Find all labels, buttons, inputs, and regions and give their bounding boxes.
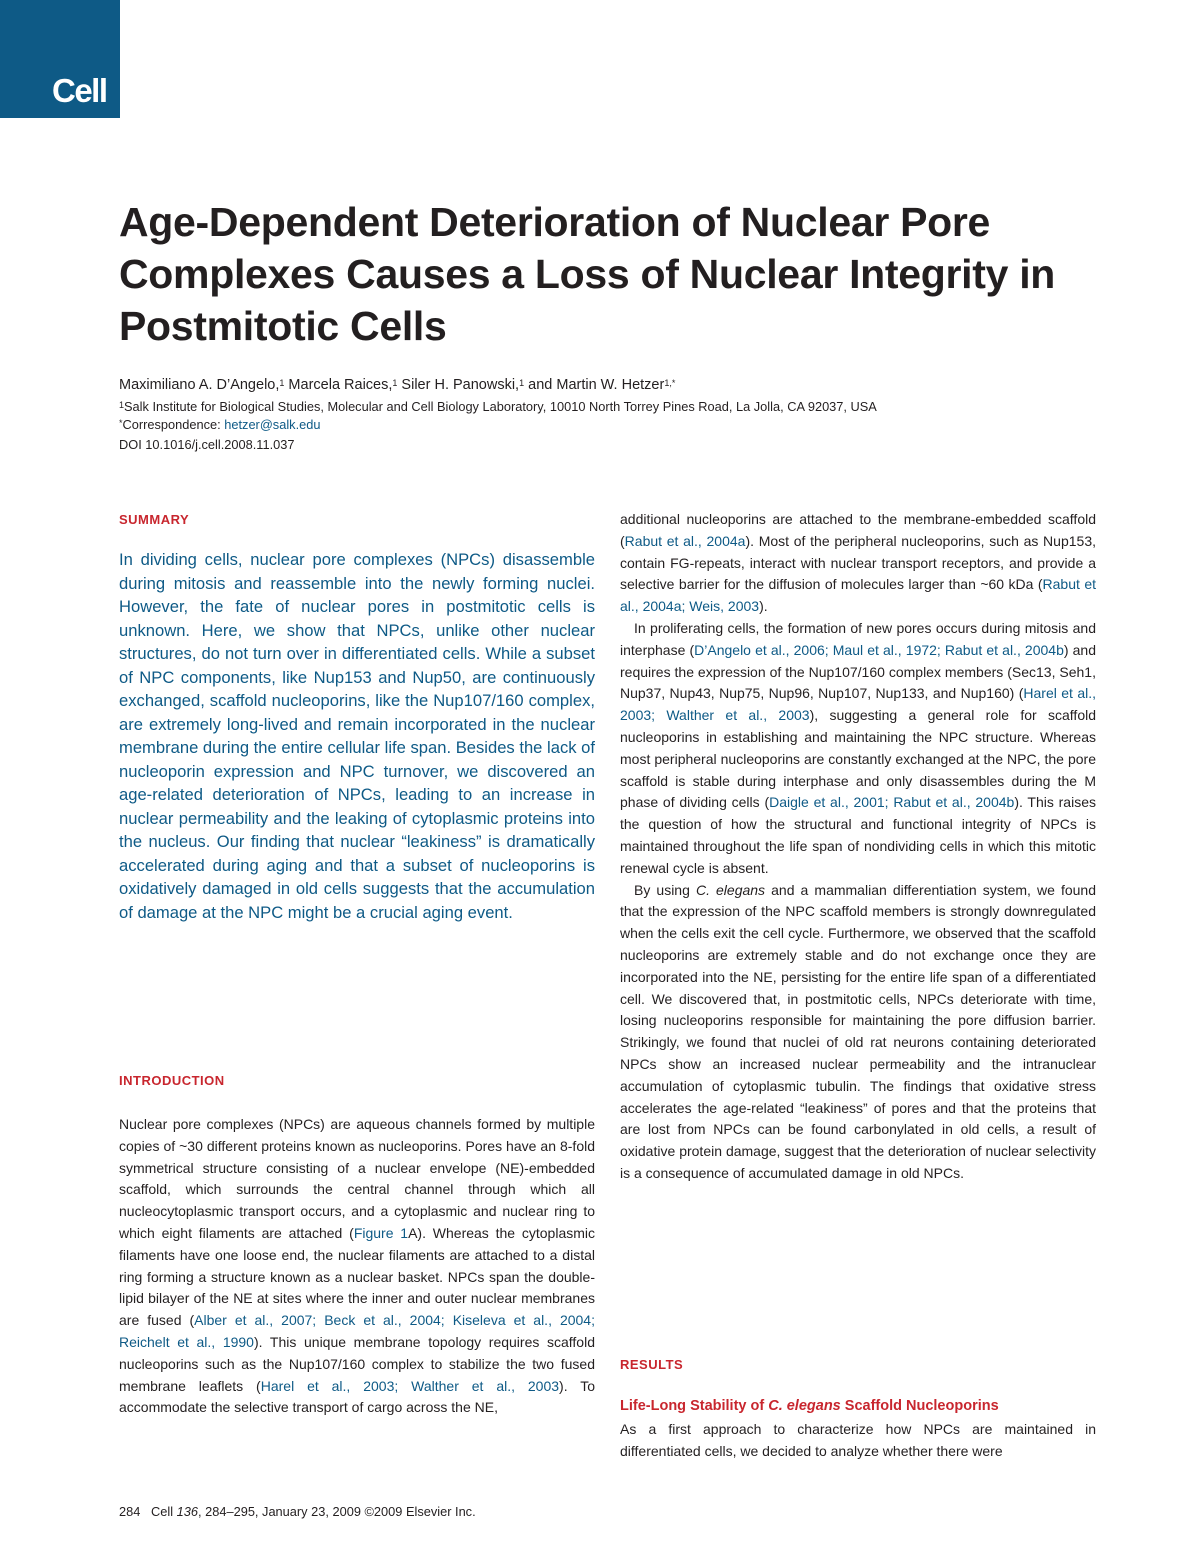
introduction-body	[119, 1114, 595, 1419]
text-run: Life-Long Stability of	[620, 1398, 769, 1414]
right-column-body	[620, 509, 1096, 1185]
citation-info: , 284–295, January 23, 2009 ©2009 Elsevier Inc.	[198, 1504, 476, 1519]
figure-link[interactable]: Figure 1	[353, 1224, 409, 1241]
species-name: C. elegans	[768, 1398, 841, 1414]
text-run: Nuclear pore complexes (NPCs) are aqueous channels formed by multiple copies of ~30 different proteins known as nucleoporins. Pores have an 8-fold symmetrical structure consisting of a nuclear envelope (NE)-embedded scaffold, which surrounds the central channel through which all nucleocytoplasmic transport occurs, and a cytoplasmic and nuclear ring to which eight filaments are attached (	[119, 1116, 595, 1241]
citation-link[interactable]: Daigle et al., 2001; Rabut et al., 2004b	[769, 794, 1015, 811]
affiliation-text: Salk Institute for Biological Studies, Molecular and Cell Biology Laboratory, 10010 North Torrey Pines Road, La Jolla, CA 92037, USA	[124, 399, 877, 414]
text-run: ). Most of the peripheral nucleoporins, such as Nup153, contain FG-repeats, interact with nuclear transport receptors, and provide a selective barrier for the diffusion of molecules larger than ~60 kDa (	[620, 532, 1096, 593]
text-run: By using	[634, 881, 696, 898]
text-run: ), suggesting a general role for scaffold nucleoporins in establishing and maintaining the NPC structure. Whereas most peripheral nucleoporins are constantly exchanged at the NPC, the pore scaffold is stable during interphase and only disassembles during the M phase of dividing cells (	[620, 707, 1096, 811]
paragraph	[119, 1114, 595, 1419]
citation-link[interactable]: Alber et al., 2007; Beck et al., 2004; Kiseleva et al., 2004; Reichelt et al., 1990	[119, 1312, 595, 1350]
citation-link[interactable]: D’Angelo et al., 2006; Maul et al., 1972; Rabut et al., 2004b	[694, 641, 1064, 658]
author-name: and Martin W. Hetzer	[524, 377, 665, 393]
correspondence-email-link[interactable]: hetzer@salk.edu	[224, 417, 321, 432]
correspondence	[119, 417, 320, 433]
citation-link[interactable]: Rabut et al., 2004a	[624, 532, 746, 549]
page-number: 284	[119, 1504, 141, 1519]
citation-link[interactable]: Harel et al., 2003; Walther et al., 2003	[260, 1377, 560, 1394]
author-affiliation-mark: 1	[519, 378, 525, 388]
text-run: ).	[759, 598, 768, 615]
journal-logo: Cell	[52, 72, 107, 109]
author-name: Siler H. Panowski,	[397, 377, 520, 393]
affiliation-mark: 1	[119, 400, 125, 410]
summary-heading: SUMMARY	[119, 512, 190, 527]
citation-link[interactable]: Harel et al., 2003; Walther et al., 2003	[620, 685, 1097, 724]
author-affiliation-mark: 1,*	[664, 378, 676, 388]
text-run: ). This unique membrane topology requires scaffold nucleoporins such as the Nup107/160 complex to stabilize the two fused membrane leaflets (	[119, 1333, 595, 1394]
text-run: ). To accommodate the selective transport of cargo across the NE,	[119, 1377, 596, 1416]
page-footer	[119, 1504, 476, 1520]
journal-logo-block	[0, 0, 120, 118]
results-body: As a first approach to characterize how NPCs are maintained in differentiated cells, we decided to analyze whether there were	[620, 1421, 1096, 1459]
text-run: ). This raises the question of how the structural and functional integrity of NPCs is maintained throughout the life span of nondividing cells in which this mitotic renewal cycle is absent.	[620, 794, 1096, 876]
article-title: Age-Dependent Deterioration of Nuclear Pore Complexes Causes a Loss of Nuclear Integrity in Postmitotic Cells	[119, 199, 1056, 349]
doi: DOI 10.1016/j.cell.2008.11.037	[119, 437, 295, 452]
text-run: Scaffold Nucleoporins	[840, 1398, 999, 1414]
species-name: C. elegans	[695, 881, 766, 898]
journal-name: Cell	[151, 1504, 177, 1519]
correspondence-label: Correspondence:	[122, 417, 225, 432]
author-affiliation-mark: 1	[392, 378, 398, 388]
text-run: and a mammalian differentiation system, we found that the expression of the NPC scaffold members is strongly downregulated when the cells exit the cell cycle. Furthermore, we observed that the scaffold nucleoporins are extremely stable and do not exchange once they are incorporated into the NE, persisting for the entire life span of a differentiated cell. We discovered that, in postmitotic cells, NPCs deteriorate with time, losing nucleoporins responsible for maintaining the pore diffusion barrier. Strikingly, we found that nuclei of old rat neurons containing deteriorated NPCs show an increased nuclear permeability and the intranuclear accumulation of cytoplasmic tubulin. The findings that oxidative stress accelerates the age-related “leakiness” of pores and that the proteins that are lost from NPCs can be found carbonylated in old cells, a result of oxidative protein damage, suggest that the deterioration of nuclear selectivity is a consequence of accumulated damage in old NPCs.	[620, 881, 1096, 1181]
text-run: A). Whereas the cytoplasmic filaments have one loose end, the nuclear filaments are attached to a distal ring forming a structure known as a nuclear basket. NPCs span the double-lipid bilayer of the NE at sites where the inner and outer nuclear membranes are fused (	[119, 1224, 596, 1329]
journal-volume: 136	[176, 1504, 198, 1519]
citation-link[interactable]: Rabut et al., 2004a; Weis, 2003	[620, 576, 1096, 615]
author-affiliation-mark: 1	[279, 378, 285, 388]
correspondence-mark: *	[119, 418, 123, 428]
paragraph	[620, 880, 1096, 1185]
paragraph	[620, 618, 1096, 880]
paragraph	[620, 509, 1096, 618]
results-heading: RESULTS	[620, 1357, 684, 1372]
introduction-heading: INTRODUCTION	[119, 1073, 225, 1088]
author-name: Marcela Raices,	[284, 377, 393, 393]
results-subheading	[620, 1397, 999, 1415]
text-run: In proliferating cells, the formation of new pores occurs during mitosis and interphase (	[620, 619, 1096, 658]
affiliation	[119, 399, 877, 415]
author-name: Maximiliano A. D’Angelo,	[119, 377, 280, 393]
text-run: additional nucleoporins are attached to the membrane-embedded scaffold (	[620, 511, 1096, 549]
author-list	[119, 376, 1119, 394]
text-run: ) and requires the expression of the Nup107/160 complex members (Sec13, Seh1, Nup37, Nup43, Nup75, Nup96, Nup107, Nup133, and Nup160) (	[620, 641, 1096, 702]
summary-text: In dividing cells, nuclear pore complexes (NPCs) disassemble during mitosis and reassemble into the newly forming nuclei. However, the fate of nuclear pores in postmitotic cells is unknown. Here, we show that NPCs, unlike other nuclear structures, do not turn over in differentiated cells. While a subset of NPC components, like Nup153 and Nup50, are continuously exchanged, scaffold nucleoporins, like the Nup107/160 complex, are extremely long-lived and remain incorporated in the nuclear membrane during the entire cellular life span. Besides the lack of nucleoporin expression and NPC turnover, we discovered an age-related deterioration of NPCs, leading to an increase in nuclear permeability and the leaking of cytoplasmic proteins into the nucleus. Our finding that nuclear “leakiness” is dramatically accelerated during aging and that a subset of nucleoporins is oxidatively damaged in old cells suggests that the accumulation of damage at the NPC might be a crucial aging event.	[119, 550, 595, 922]
